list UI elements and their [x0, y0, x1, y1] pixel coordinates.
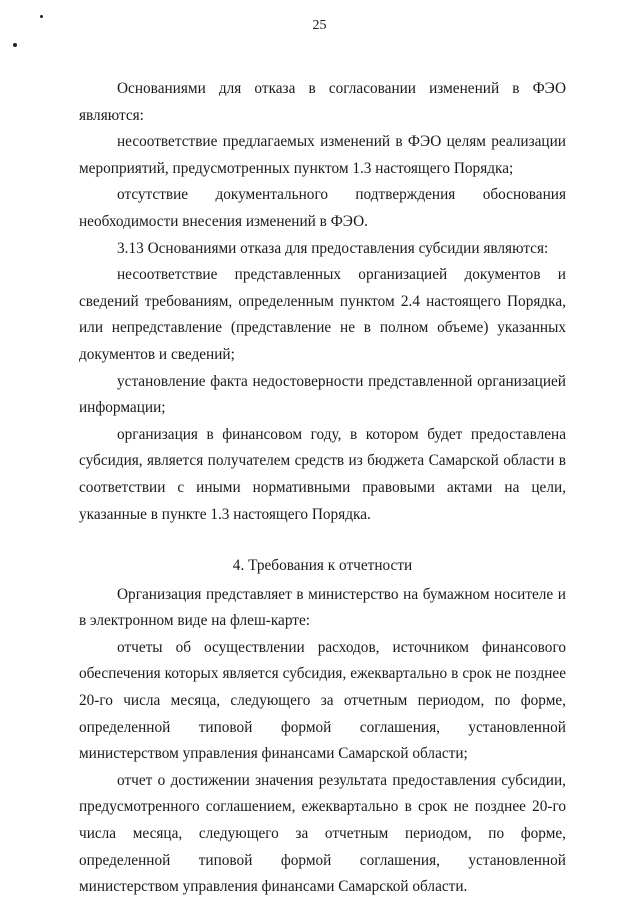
paragraph: отсутствие документального подтверждения обоснования необходимости внесения изменений в ФЭО. — [79, 186, 566, 230]
paragraph: отчеты об осуществлении расходов, источником финансового обеспечения которых является субсидия, ежеквартально в срок не позднее 20-го числа месяца, следующего за отчетным периодом, по форме, определенной типовой формой соглашения, установленной министерством управления финансами Самарской области; — [79, 638, 566, 763]
paragraph: несоответствие представленных организацией документов и сведений требованиям, определенным пунктом 2.4 настоящего Порядка, или непредставление (представление не в полном объеме) указанных документов и сведений; — [79, 266, 566, 363]
paragraph: установление факта недостоверности представленной организацией информации; — [79, 372, 566, 417]
paragraph: несоответствие предлагаемых изменений в ФЭО целям реализации мероприятий, предусмотренных пунктом 1.3 настоящего Порядка; — [79, 133, 566, 177]
section-heading: 4. Требования к отчетности — [232, 557, 413, 575]
paragraph: Организация представляет в министерство на бумажном носителе и в электронном виде на флеш-карте: — [79, 585, 566, 630]
paragraph: организация в финансовом году, в котором будет предоставлена субсидия, является получателем средств из бюджета Самарской области в соответствии с иными нормативными правовыми актами на цели, указанные в пункте 1.3 настоящего Порядка. — [79, 425, 566, 523]
page-number: 25 — [312, 18, 327, 33]
paragraph: отчет о достижении значения результата предоставления субсидии, предусмотренного соглашением, ежеквартально в срок не позднее 20-го числа месяца, следующего за отчетным периодом, по форме, определенной типовой формой соглашения, установленной министерством управления финансами Самарской области. — [79, 771, 566, 896]
scan-speck — [13, 43, 17, 47]
paragraph: Основаниями для отказа в согласовании изменений в ФЭО являются: — [79, 80, 566, 124]
paragraph: 3.13 Основаниями отказа для предоставления субсидии являются: — [117, 239, 549, 257]
document-body — [79, 76, 566, 901]
